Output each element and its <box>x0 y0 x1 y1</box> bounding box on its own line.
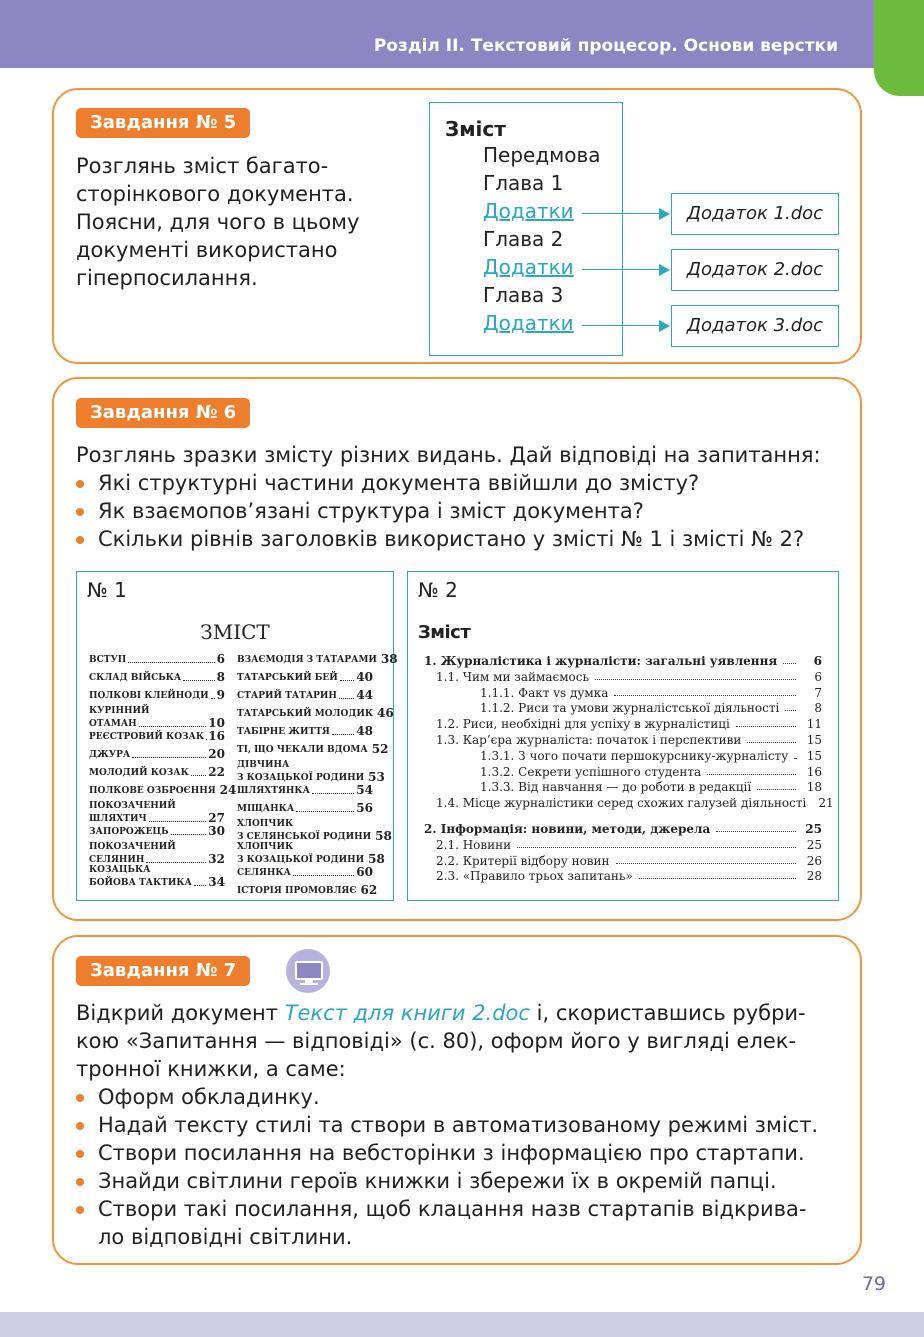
toc2-entry-page: 8 <box>814 701 822 716</box>
dot-leader <box>139 726 207 727</box>
toc1-entry-title: ВЗАЄМОДІЯ З ТАТАРАМИ <box>237 655 377 665</box>
toc1-entry-page: 46 <box>377 706 394 720</box>
bullet-dot <box>76 1122 84 1130</box>
toc-sample-2 <box>407 571 839 901</box>
toc2-entry-page: 25 <box>806 837 822 852</box>
toc1-entry <box>237 865 373 879</box>
task6-intro: Розглянь зразки змісту різних видань. Дай відповіді на запитання: <box>76 443 821 467</box>
toc1-entry-page: 22 <box>208 765 225 779</box>
page-number: 79 <box>861 1273 886 1295</box>
toc1-entry-title: СТАРИЙ ТАТАРИН <box>237 691 337 701</box>
toc1-entry <box>237 670 373 684</box>
bullet-dot <box>76 480 84 488</box>
toc1-entry-title: ДЖУРА <box>89 750 131 760</box>
toc2-entry <box>436 731 822 747</box>
toc1-entry-title: МОЛОДИЙ КОЗАК <box>89 768 189 778</box>
task7-step: Знайди світлини героїв книжки і збережи їх в окремій папці. <box>98 1169 777 1193</box>
toc1-entry-title: РЕЄСТРОВИЙ КОЗАК <box>89 732 205 742</box>
toc-title: Зміст <box>445 117 506 141</box>
toc2-entry-page: 6 <box>814 669 822 684</box>
dot-leader <box>171 834 207 835</box>
task7-badge: Завдання № 7 <box>76 956 250 986</box>
toc1-entry-title: ТАТАРСЬКИЙ БЕЙ <box>237 673 338 683</box>
toc1-entry-title: ТАТАРСЬКИЙ МОЛОДИК <box>237 709 374 719</box>
toc2-entry-title: 1.3.3. Від навчання — до роботи в редакції <box>480 780 752 795</box>
section-tab <box>874 0 924 96</box>
bullet-dot <box>76 1094 84 1102</box>
arrow-head <box>659 208 670 220</box>
task7-intro-line: тронної книжки, а саме: <box>76 1057 346 1081</box>
task5-text <box>76 152 406 292</box>
toc1-entry-page: 40 <box>356 670 373 684</box>
task6-badge: Завдання № 6 <box>76 398 250 428</box>
toc2-entry-title: 1.1.2. Риси та умови журналістської діяльності <box>480 701 780 716</box>
toc2-entry <box>436 794 834 811</box>
hyperlink-toc <box>429 102 623 356</box>
toc1-entry-page: 58 <box>368 852 385 866</box>
toc1-entry <box>237 652 398 666</box>
monitor-icon <box>286 949 330 993</box>
toc2-entry-page: 7 <box>814 685 822 700</box>
task6-question: Скільки рівнів заголовків використано у змісті № 1 і змісті № 2? <box>98 527 805 551</box>
toc1-entry-title: ВСТУП <box>89 655 127 665</box>
task5-line: Поясни, для чого в цьому <box>76 210 360 234</box>
toc-link-appendix1[interactable]: Додатки <box>483 199 574 223</box>
toc2-entry-page: 15 <box>806 748 822 763</box>
toc2-entry-title: 2.1. Новини <box>436 837 512 852</box>
toc2-entry-title: 1.1.1. Факт vs думка <box>480 685 609 700</box>
toc-link-appendix2[interactable]: Додатки <box>483 255 574 279</box>
bullet-dot <box>76 1178 84 1186</box>
toc1-entry <box>89 747 225 761</box>
toc-item-chapter3: Глава 3 <box>483 283 564 307</box>
toc1-entry <box>237 852 385 866</box>
toc1-entry-page: 32 <box>208 852 225 866</box>
toc2-entry <box>424 820 822 836</box>
arrow-line <box>582 325 662 326</box>
toc1-entry-title: ПОЛКОВЕ ОЗБРОЄННЯ <box>89 786 216 796</box>
toc1-entry-title: ІСТОРІЯ ПРОМОВЛЯЄ <box>237 886 357 896</box>
dot-leader <box>293 875 354 876</box>
toc1-entry <box>237 770 385 784</box>
toc-sample-1 <box>76 571 398 901</box>
page-header <box>0 0 924 68</box>
task5-line: сторінкового документа. <box>76 182 354 206</box>
arrow-line <box>582 213 662 214</box>
dot-leader <box>296 811 354 812</box>
toc1-entry <box>237 829 392 843</box>
toc1-entry <box>89 652 225 666</box>
task5-line: документі використано <box>76 238 338 262</box>
toc1-entry-page: 52 <box>371 742 389 756</box>
sample-number: № 1 <box>87 578 127 602</box>
toc1-entry <box>237 801 373 815</box>
toc2-entry-title: 1.1. Чим ми займаємось <box>436 669 589 684</box>
toc1-entry <box>237 742 389 756</box>
toc1-entry-title: ШЛЯХТИЧ <box>89 814 147 824</box>
toc1-entry <box>89 688 225 702</box>
toc2-entry <box>436 852 822 868</box>
dot-leader <box>785 710 796 711</box>
toc2-entry-title: 1. Журналістика і журналісти: загальні уявлення <box>424 654 778 668</box>
toc2-entry-title: 1.3. Кар’єра журналіста: початок і перспективи <box>436 733 742 747</box>
task6-question: Які структурні частини документа ввійшли до змісту? <box>98 471 700 495</box>
toc2-entry-page: 25 <box>805 822 822 836</box>
dot-leader <box>747 742 796 743</box>
dot-leader <box>639 878 796 879</box>
toc1-entry-page: 9 <box>216 688 225 702</box>
toc1-entry-title: ОТАМАН <box>89 719 137 729</box>
toc1-entry <box>89 811 225 825</box>
toc1-entry <box>89 852 225 866</box>
toc1-entry <box>89 824 225 838</box>
toc1-entry <box>237 783 373 797</box>
toc1-entry-title: ПОКОЗАЧЕНИЙ <box>89 842 176 852</box>
toc-item-chapter2: Глава 2 <box>483 227 564 251</box>
task5-badge: Завдання № 5 <box>76 108 250 138</box>
dot-leader <box>517 847 796 848</box>
toc1-entry-title: ПОКОЗАЧЕНИЙ <box>89 801 176 811</box>
toc1-entry <box>89 670 225 684</box>
dot-leader <box>595 679 796 680</box>
toc2-entry-page: 21 <box>818 796 834 811</box>
toc1-entry-title: З КОЗАЦЬКОЇ РОДИНИ <box>237 855 365 865</box>
toc-item-chapter1: Глава 1 <box>483 171 564 195</box>
dot-leader <box>616 863 796 864</box>
appendix-doc-3: Додаток 3.doc <box>671 305 839 347</box>
toc2-entry <box>424 652 822 668</box>
toc1-entry <box>89 765 225 779</box>
toc1-entry-title: ШЛЯХТЯНКА <box>237 786 310 796</box>
dot-leader <box>736 726 796 727</box>
toc1-entry-page: 16 <box>208 729 225 743</box>
dot-leader <box>339 698 354 699</box>
toc1-entry <box>237 883 378 897</box>
toc1-entry-page: 62 <box>360 883 378 897</box>
dot-leader <box>614 695 796 696</box>
toc1-entry-page: 6 <box>216 652 225 666</box>
appendix-doc-1: Додаток 1.doc <box>671 193 839 235</box>
toc1-entry-page: 54 <box>356 783 373 797</box>
document-link[interactable]: Текст для книги 2.doc <box>284 1001 530 1025</box>
arrow-head <box>659 264 670 276</box>
task7-intro-end: і, скориставшись рубри- <box>529 1001 806 1025</box>
toc2-entry-page: 16 <box>806 764 822 779</box>
task7-step: Надай тексту стилі та створи в автоматизованому режимі зміст. <box>98 1113 819 1137</box>
toc-item-preface: Передмова <box>483 143 601 167</box>
sample-number: № 2 <box>418 578 458 602</box>
dot-leader <box>757 789 796 790</box>
dot-leader <box>128 662 214 663</box>
toc2-entry <box>480 684 822 700</box>
bullet-dot <box>76 508 84 516</box>
task7-step-cont: ло відповідні світлини. <box>98 1225 353 1249</box>
toc1-entry-title: СЕЛЯНКА <box>237 868 291 878</box>
task6-panel <box>52 377 862 921</box>
dot-leader <box>783 663 796 664</box>
toc1-entry-title: СЕЛЯНИН <box>89 855 145 865</box>
appendix-doc-2: Додаток 2.doc <box>671 249 839 291</box>
toc1-entry-title: ЗАПОРОЖЕЦЬ <box>89 827 169 837</box>
dot-leader <box>340 680 355 681</box>
toc2-entry <box>436 668 822 684</box>
toc1-entry-page: 8 <box>216 670 225 684</box>
toc1-entry-page: 44 <box>356 688 373 702</box>
toc1-entry-title: ПОЛКОВІ КЛЕЙНОДИ <box>89 691 209 701</box>
toc2-entry-title: 2. Інформація: новини, методи, джерела <box>424 822 711 836</box>
toc1-entry <box>237 706 394 720</box>
toc1-entry <box>89 875 225 889</box>
toc1-entry <box>89 716 225 730</box>
dot-leader <box>211 698 215 699</box>
toc2-entry <box>436 867 822 883</box>
toc2-entry <box>480 763 822 779</box>
task5-line: гіперпосилання. <box>76 266 258 290</box>
toc2-entry-title: 2.3. «Правило трьох запитань» <box>436 869 633 884</box>
toc1-entry-title: ХЛОПЧИК <box>237 842 294 852</box>
toc2-entry-title: 1.2. Риси, необхідні для успіху в журналістиці <box>436 717 730 732</box>
toc1-entry-page: 56 <box>356 801 373 815</box>
toc2-entry-title: 1.3.2. Секрети успішного студента <box>480 764 702 779</box>
toc1-entry-page: 53 <box>368 770 385 784</box>
toc2-entry-page: 26 <box>806 853 822 868</box>
task7-step: Створи такі посилання, щоб клацання назв стартапів відкрива- <box>98 1197 807 1221</box>
bullet-dot <box>76 1150 84 1158</box>
toc1-entry-title: СКЛАД ВІЙСЬКА <box>89 673 182 683</box>
toc2-entry-title: 1.4. Місце журналістики серед схожих галузей діяльності <box>436 796 807 811</box>
toc1-entry-title: КОЗАЦЬКА <box>89 865 151 875</box>
toc2-entry-title: 2.2. Критерії відбору новин <box>436 853 610 868</box>
bullet-dot <box>76 1206 84 1214</box>
toc1-entry <box>237 688 373 702</box>
toc1-entry-page: 58 <box>375 829 392 843</box>
toc1-entry-page: 10 <box>208 716 225 730</box>
task7-step: Оформ обкладинку. <box>98 1085 320 1109</box>
task7-panel <box>52 935 862 1265</box>
toc1-entry-page: 60 <box>356 865 373 879</box>
toc1-entry-page: 24 <box>219 783 237 797</box>
dot-leader <box>194 885 206 886</box>
dot-leader <box>716 831 796 832</box>
toc1-entry-page: 34 <box>208 875 225 889</box>
dot-leader <box>149 821 207 822</box>
task7-intro <box>76 999 842 1083</box>
toc1-entry-page: 38 <box>380 652 398 666</box>
toc1-entry-page: 20 <box>208 747 225 761</box>
task7-step: Створи посилання на вебсторінки з інформацією про стартапи. <box>98 1141 805 1165</box>
page-footer <box>0 1312 924 1337</box>
toc1-entry-title: КУРІННИЙ <box>89 706 150 716</box>
sample1-title: ЗМІСТ <box>200 620 270 644</box>
toc1-entry-title: З СЕЛЯНСЬКОЇ РОДИНИ <box>237 832 372 842</box>
toc2-entry-page: 6 <box>813 654 822 668</box>
toc1-entry-page: 30 <box>208 824 225 838</box>
chapter-title: Розділ II. Текстовий процесор. Основи верстки <box>373 36 838 56</box>
sample2-title: Зміст <box>418 622 471 643</box>
toc1-entry-title: БОЙОВА ТАКТИКА <box>89 878 192 888</box>
toc1-entry <box>89 729 225 743</box>
dot-leader <box>132 757 206 758</box>
task7-intro-line: кою «Запитання — відповіді» (с. 80), оформ його у вигляді елек- <box>76 1029 797 1053</box>
arrow-line <box>582 269 662 270</box>
toc1-entry <box>89 783 237 797</box>
dot-leader <box>794 758 796 759</box>
toc2-entry-page: 28 <box>806 869 822 884</box>
dot-leader <box>332 734 354 735</box>
toc2-entry-page: 11 <box>806 717 822 732</box>
task5-panel <box>52 88 862 364</box>
toc-link-appendix3[interactable]: Додатки <box>483 311 574 335</box>
task7-intro-start: Відкрий документ <box>76 1001 285 1025</box>
toc2-entry <box>480 747 822 763</box>
toc2-entry-title: 1.3.1. З чого почати першокурснику-журналісту <box>480 748 789 763</box>
toc2-entry <box>480 699 822 715</box>
dot-leader <box>707 774 796 775</box>
dot-leader <box>312 793 354 794</box>
toc1-entry-page: 48 <box>356 724 373 738</box>
toc1-entry-title: ТІ, ЩО ЧЕКАЛИ ВДОМА <box>237 745 368 755</box>
toc1-entry-page: 27 <box>208 811 225 825</box>
toc1-entry-title: З КОЗАЦЬКОЇ РОДИНИ <box>237 773 365 783</box>
toc1-entry-title: МІЩАНКА <box>237 804 295 814</box>
arrow-head <box>659 320 670 332</box>
dot-leader <box>146 862 206 863</box>
task6-question: Як взаємопов’язані структура і зміст документа? <box>98 499 644 523</box>
dot-leader <box>183 680 214 681</box>
toc2-entry-page: 18 <box>806 780 822 795</box>
toc1-entry-title: ДІВЧИНА <box>237 760 290 770</box>
toc1-entry <box>237 724 373 738</box>
toc2-entry <box>436 836 822 852</box>
task5-line: Розглянь зміст багато- <box>76 154 329 178</box>
toc2-entry <box>480 778 822 794</box>
bullet-dot <box>76 536 84 544</box>
toc1-entry-title: ТАБІРНЕ ЖИТТЯ <box>237 727 330 737</box>
toc2-entry <box>436 715 822 731</box>
toc2-entry-page: 15 <box>806 733 822 747</box>
toc1-entry-title: ХЛОПЧИК <box>237 819 294 829</box>
dot-leader <box>191 775 207 776</box>
